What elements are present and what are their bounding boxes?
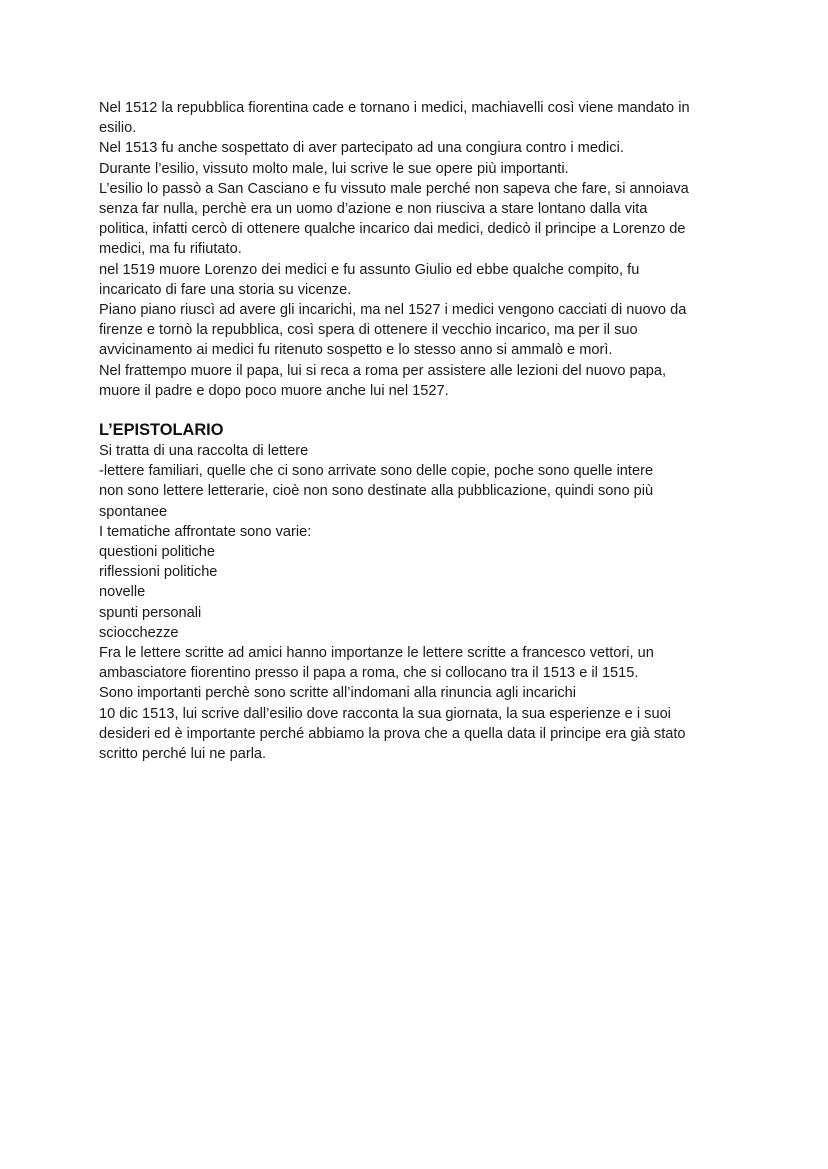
text-line: Nel 1513 fu anche sospettato di aver partecipato ad una congiura contro i medici. [99, 140, 624, 157]
text-line: medici, ma fu rifiutato. [99, 241, 242, 258]
text-line: L’esilio lo passò a San Casciano e fu vissuto male perché non sapeva che fare, si annoiava [99, 180, 689, 197]
text-line: esilio. [99, 120, 137, 137]
text-line: spontanee [99, 503, 168, 520]
list-item: sciocchezze [99, 624, 179, 641]
text-line: I tematiche affrontate sono varie: [99, 523, 312, 540]
epistolario-paragraphs [99, 441, 729, 764]
text-line: firenze e tornò la repubblica, così spera di ottenere il vecchio incarico, ma per il suo [99, 322, 638, 339]
text-line: Piano piano riuscì ad avere gli incarichi, ma nel 1527 i medici vengono cacciati di nuovo da [99, 302, 687, 319]
text-line: non sono lettere letterarie, cioè non sono destinate alla pubblicazione, quindi sono più [99, 483, 654, 500]
text-line: incaricato di fare una storia su vicenze. [99, 281, 352, 298]
text-line: senza far nulla, perchè era un uomo d’azione e non riusciva a stare lontano dalla vita [99, 201, 648, 218]
text-line: Nel 1512 la repubblica fiorentina cade e tornano i medici, machiavelli così viene mandato in [99, 100, 690, 116]
text-line: 10 dic 1513, lui scrive dall’esilio dove racconta la sua giornata, la sua esperienze e i suoi [99, 705, 671, 722]
text-line: avvicinamento ai medici fu ritenuto sospetto e lo stesso anno si ammalò e morì. [99, 342, 613, 359]
text-line: Sono importanti perchè sono scritte all’indomani alla rinuncia agli incarichi [99, 685, 576, 702]
text-line: ambasciatore fiorentino presso il papa a roma, che si collocano tra il 1513 e il 1515. [99, 665, 639, 682]
list-item: riflessioni politiche [99, 564, 218, 581]
text-line: muore il padre e dopo poco muore anche lui nel 1527. [99, 382, 449, 399]
text-line: desideri ed è importante perché abbiamo la prova che a quella data il principe era già stato [99, 725, 686, 742]
text-line: politica, infatti cercò di ottenere qualche incarico dai medici, dedicò il principe a Lorenzo de [99, 221, 686, 238]
text-line: Nel frattempo muore il papa, lui si reca a roma per assistere alle lezioni del nuovo papa, [99, 362, 667, 379]
text-line: Si tratta di una raccolta di lettere [99, 443, 309, 460]
document-body [99, 98, 729, 764]
list-item: questioni politiche [99, 544, 216, 561]
text-line: nel 1519 muore Lorenzo dei medici e fu assunto Giulio ed ebbe qualche compito, fu [99, 261, 640, 278]
list-item: novelle [99, 584, 146, 601]
intro-paragraphs [99, 98, 729, 401]
text-line: Durante l’esilio, vissuto molto male, lui scrive le sue opere più importanti. [99, 160, 569, 177]
text-line: Fra le lettere scritte ad amici hanno importanze le lettere scritte a francesco vettori, un [99, 645, 654, 662]
section-heading: L’EPISTOLARIO [99, 421, 224, 440]
text-line: scritto perché lui ne parla. [99, 746, 267, 763]
text-line: -lettere familiari, quelle che ci sono arrivate sono delle copie, poche sono quelle intere [99, 463, 654, 480]
list-item: spunti personali [99, 604, 202, 621]
